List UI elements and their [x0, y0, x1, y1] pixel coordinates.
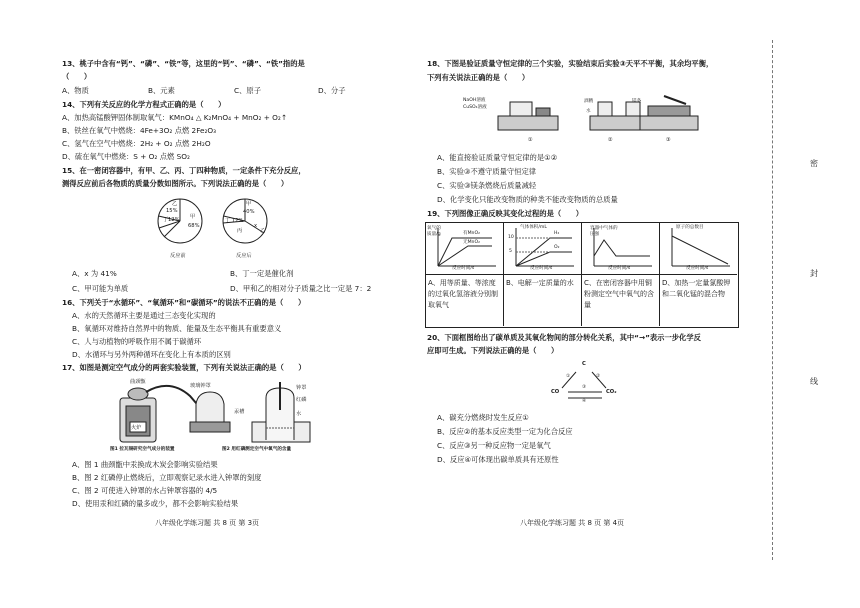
q15-pie-after [215, 195, 275, 247]
q19-option-d: D、加热一定量氯酸钾和二氧化锰的混合物 [662, 279, 731, 298]
q13-opt-a: A、物质 [62, 86, 89, 95]
q19-option-b: B、电解一定质量的水 [506, 279, 574, 287]
q15-stem-2: 测得反应前后各物质的质量分数如图所示。下列说法正确的是（ ） [62, 179, 289, 188]
q20-node-co2: CO₂ [606, 389, 617, 395]
q19-option-a: A、用等质量、等浓度的过氧化氢溶液分别制取氧气 [428, 279, 498, 309]
q15-opt-c: C、甲可能为单质 [72, 284, 129, 293]
q20-num-2: ② [596, 374, 601, 379]
q20-num-3: ③ [582, 385, 587, 390]
q19-graph-b-ylabel: 气体体积/mL [520, 225, 547, 230]
pie1-label-jia-pct: 68% [188, 223, 200, 229]
q18-label-cuso4: CuSO₄溶液 [463, 105, 487, 110]
q17-opt-a: A、图 1 曲颈甑中汞换成木炭会影响实验结果 [72, 460, 218, 469]
q19-graph-b-xlabel: 反应时间/s [530, 266, 553, 271]
q20-num-4: ④ [582, 399, 587, 404]
q14-stem: 14、下列有关反应的化学方程式正确的是（ ） [62, 100, 226, 109]
left-footer: 八年级化学练习题 共 8 页 第 3页 [155, 519, 260, 527]
q20-node-c: C [582, 361, 586, 367]
q19-graph-a-legend-1: 有MnO₂ [463, 231, 480, 236]
pie1-caption: 反应前 [170, 253, 186, 259]
q17-figure-1 [110, 378, 240, 448]
q13-opt-b: B、元素 [148, 86, 175, 95]
q16-opt-a: A、水的天然循环主要是通过三态变化实现的 [72, 311, 216, 320]
q17-figure-2 [250, 382, 320, 446]
q15-opt-a: A、x 为 41% [72, 269, 117, 278]
q16-stem: 16、下列关于“水循环”、“氧循环”和“碳循环”的说法不正确的是（ ） [62, 298, 306, 307]
q19-graph-b-tick-10: 10 [508, 235, 514, 240]
pie1-label-jia: 甲 [190, 214, 196, 220]
q14-opt-b: B、铁丝在氧气中燃烧：4Fe+3O₂ 点燃 2Fe₂O₃ [62, 126, 217, 135]
q18-label-naoh: NaOH溶液 [463, 98, 486, 103]
q19-graph-a-xlabel: 反应时间/s [452, 266, 475, 271]
q13-bracket: （ ） [62, 72, 92, 81]
q15-pie-before [150, 195, 210, 247]
q14-opt-c: C、氢气在空气中燃烧：2H₂ + O₂ 点燃 2H₂O [62, 139, 211, 148]
pie1-label-ding-pct: 12% [168, 217, 180, 223]
q16-opt-c: C、人与动植物的呼吸作用不属于碳循环 [72, 337, 202, 346]
fig2-label-phosphorus: 红磷 [296, 397, 307, 403]
pie1-label-ding: 丁 [163, 217, 169, 223]
q19-graph-d-ylabel: 原子的总数目 [676, 225, 704, 230]
q15-stem-1: 15、在一密闭容器中，有甲、乙、丙、丁四种物质，一定条件下充分反应， [62, 166, 306, 175]
q18-num-3: ③ [666, 137, 671, 143]
q18-num-1: ① [528, 137, 533, 143]
q15-opt-d: D、甲和乙的相对分子质量之比一定是 7：2 [230, 284, 372, 293]
q19-graph-a-legend-2: 无MnO₂ [463, 240, 480, 245]
q18-stem-1: 18、下图是验证质量守恒定律的三个实验，实验结束后实验③天平不平衡，其余均平衡， [427, 59, 714, 68]
pie2-label-jia: 甲 [246, 201, 252, 207]
q17-stem: 17、如图是测定空气成分的两套实验装置，下列有关说法正确的是（ ） [62, 363, 306, 372]
fig1-label-retort: 曲颈甑 [130, 379, 146, 385]
q19-graph-b-legend-o2: O₂ [554, 245, 560, 250]
right-footer: 八年级化学练习题 共 8 页 第 4页 [520, 519, 625, 527]
q20-opt-d: D、反应④可体现出碳单质具有还原性 [437, 455, 559, 464]
q13-stem: 13、桃子中含有“钙”、“磷”、“铁”等，这里的“钙”、“磷”、“铁”指的是 [62, 59, 305, 68]
pie2-label-jia-pct: 40% [243, 209, 255, 215]
q18-opt-d: D、化学变化只能改变物质的种类不能改变物质的总质量 [437, 195, 618, 204]
margin-char-1: 密 [810, 159, 818, 168]
fig1-label-bell: 玻璃钟罩 [190, 383, 211, 389]
q17-opt-d: D、使用汞和红磷的量多或少，都不会影响实验结果 [72, 499, 239, 508]
q20-opt-a: A、碳充分燃烧时发生反应① [437, 413, 529, 422]
q14-opt-d: D、硫在氧气中燃烧：S + O₂ 点燃 SO₂ [62, 152, 190, 161]
q18-label-water: 水 [586, 109, 591, 114]
q20-num-1: ① [566, 374, 571, 379]
fig1-label-furnace: 火炉 [131, 425, 142, 431]
q19-option-c: C、在密闭容器中用铜粉测定空气中氧气的含量 [584, 279, 654, 309]
q19-graph-a-ylabel: 氧气的质量/g [427, 226, 441, 237]
fig2-label-water: 水 [296, 411, 302, 417]
q13-opt-c: C、原子 [234, 86, 261, 95]
q20-opt-b: B、反应②的基本反应类型一定为化合反应 [437, 427, 573, 436]
q17-opt-c: C、图 2 可使进入钟罩的水占钟罩容器的 4/5 [72, 486, 218, 495]
q18-opt-b: B、实验③不遵守质量守恒定律 [437, 167, 537, 176]
fig2-label-bell: 钟罩 [296, 385, 307, 391]
fig1-label-trough: 汞槽 [234, 409, 245, 415]
margin-char-2: 封 [810, 269, 818, 278]
q19-graph-c-xlabel: 反应时间/s [608, 266, 631, 271]
pie1-label-yi: 乙 [172, 201, 178, 207]
q18-label-alcohol: 酒精 [584, 99, 594, 104]
q13-opt-d: D、分子 [318, 86, 346, 95]
fig2-caption: 图2 用红磷测定空气中氧气的含量 [222, 447, 292, 452]
margin-char-3: 线 [810, 377, 818, 386]
q19-row-divider [425, 274, 737, 275]
q16-opt-d: D、水循环与另外两种循环在变化上有本质的区别 [72, 350, 231, 359]
pie2-label-ding: 丁 12% [225, 218, 244, 224]
q20-stem-1: 20、下面框图给出了碳单质及其氧化物间的部分转化关系，其中“→”表示一步化学反 [427, 333, 701, 342]
q18-label-mg: 镁条 [632, 99, 642, 104]
q18-stem-2: 下列有关说法正确的是（ ） [427, 73, 530, 82]
pie2-label-yi: 乙 [260, 228, 266, 234]
pie2-caption: 反应后 [236, 253, 252, 259]
pie2-label-bing: 丙 [237, 228, 243, 234]
q20-stem-2: 应即可生成。下列说法正确的是（ ） [427, 346, 559, 355]
q18-num-2: ② [608, 137, 613, 143]
q19-graph-d [666, 226, 732, 270]
q20-node-co: CO [551, 389, 560, 395]
pie1-label-yi-pct: 15% [166, 208, 178, 214]
q19-graph-b-legend-h2: H₂ [554, 231, 560, 236]
q19-graph-b [510, 226, 576, 270]
q18-opt-c: C、实验③镁条燃烧后质量减轻 [437, 181, 537, 190]
q19-graph-c-ylabel: 容器中气体的压强 [590, 226, 618, 237]
binding-line [772, 40, 773, 560]
q19-stem: 19、下列图像正确反映其变化过程的是（ ） [427, 209, 584, 218]
q20-opt-c: C、反应③另一种反应物一定是氧气 [437, 441, 551, 450]
q15-opt-b: B、丁一定是催化剂 [230, 269, 294, 278]
q19-graph-d-xlabel: 反应时间/s [686, 266, 709, 271]
q17-opt-b: B、图 2 红磷停止燃烧后，立即观察记录水进入钟罩的刻度 [72, 473, 262, 482]
pie2-label-x: x [254, 223, 258, 229]
q14-opt-a: A、加热高锰酸钾固体制取氧气：KMnO₄ △ K₂MnO₄ + MnO₂ + O₂↑ [62, 113, 287, 122]
q18-opt-a: A、能直接验证质量守恒定律的是①② [437, 153, 558, 162]
q19-graph-b-tick-5: 5 [509, 249, 512, 254]
fig1-caption: 图1 拉瓦锡研究空气成分的装置 [110, 447, 175, 452]
q16-opt-b: B、氧循环对维持自然界中的物质、能量及生态平衡具有重要意义 [72, 324, 282, 333]
